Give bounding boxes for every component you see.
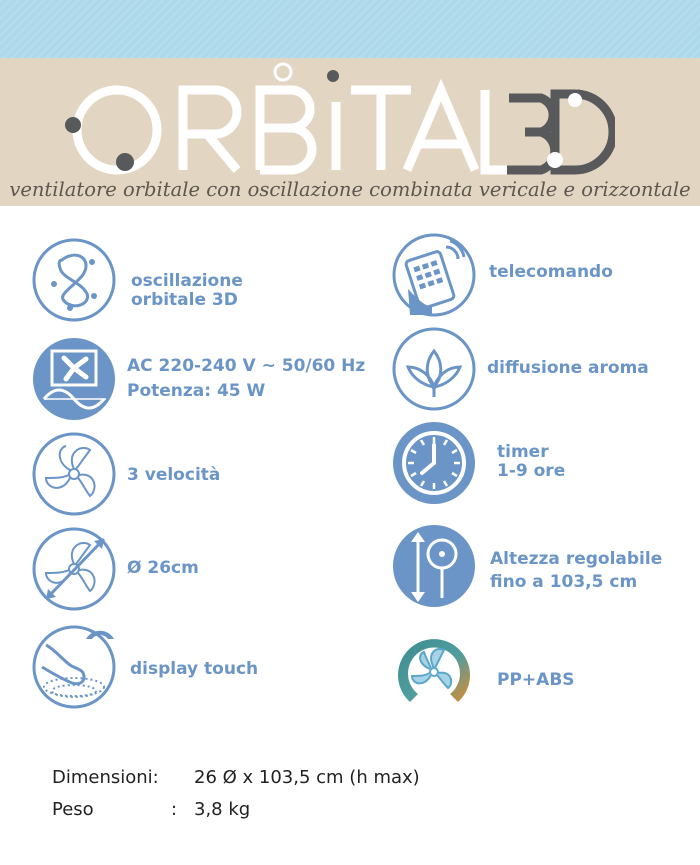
clock-timer-icon <box>392 421 476 505</box>
subtitle: ventilatore orbitale con oscillazione combinata vericale e orizzontale <box>9 178 691 201</box>
feature-label-height: Altezza regolabile <box>490 549 663 569</box>
spec-key: Peso <box>52 799 94 820</box>
top-sky-band <box>0 0 700 58</box>
touch-display-icon <box>32 625 116 709</box>
spec-value: 26 Ø x 103,5 cm (h max) <box>194 767 420 788</box>
aroma-leaf-icon <box>392 327 476 411</box>
fan-speed-icon <box>32 432 116 516</box>
feature-label-speed: 3 velocità <box>127 465 221 485</box>
feature-label-height-value: fino a 103,5 cm <box>490 572 638 592</box>
orbital-oscillation-icon <box>32 238 116 322</box>
feature-label-diameter: Ø 26cm <box>127 558 199 578</box>
brand-logo <box>55 60 615 175</box>
feature-label-orbitale: orbitale 3D <box>131 290 238 310</box>
feature-label-touch: display touch <box>130 659 259 679</box>
feature-label-material: PP+ABS <box>497 670 575 690</box>
feature-label-voltage: AC 220-240 V ~ 50/60 Hz <box>127 356 366 376</box>
spec-sep: : <box>171 799 178 820</box>
feature-label-remote: telecomando <box>489 262 613 282</box>
spec-key: Dimensioni: <box>52 767 159 788</box>
feature-label-timer-range: 1-9 ore <box>497 461 566 481</box>
material-fan-icon <box>392 632 476 716</box>
spec-value: 3,8 kg <box>194 799 251 820</box>
feature-label-power: Potenza: 45 W <box>127 381 266 401</box>
remote-control-icon <box>392 233 476 317</box>
feature-label-aroma: diffusione aroma <box>487 358 649 378</box>
feature-label-timer: timer <box>497 442 549 462</box>
height-adjust-icon <box>392 524 476 608</box>
orbital3d-logo-icon <box>55 60 615 175</box>
power-fan-icon <box>32 337 116 421</box>
feature-label-oscillazione: oscillazione <box>131 271 243 291</box>
fan-diameter-icon <box>32 527 116 611</box>
